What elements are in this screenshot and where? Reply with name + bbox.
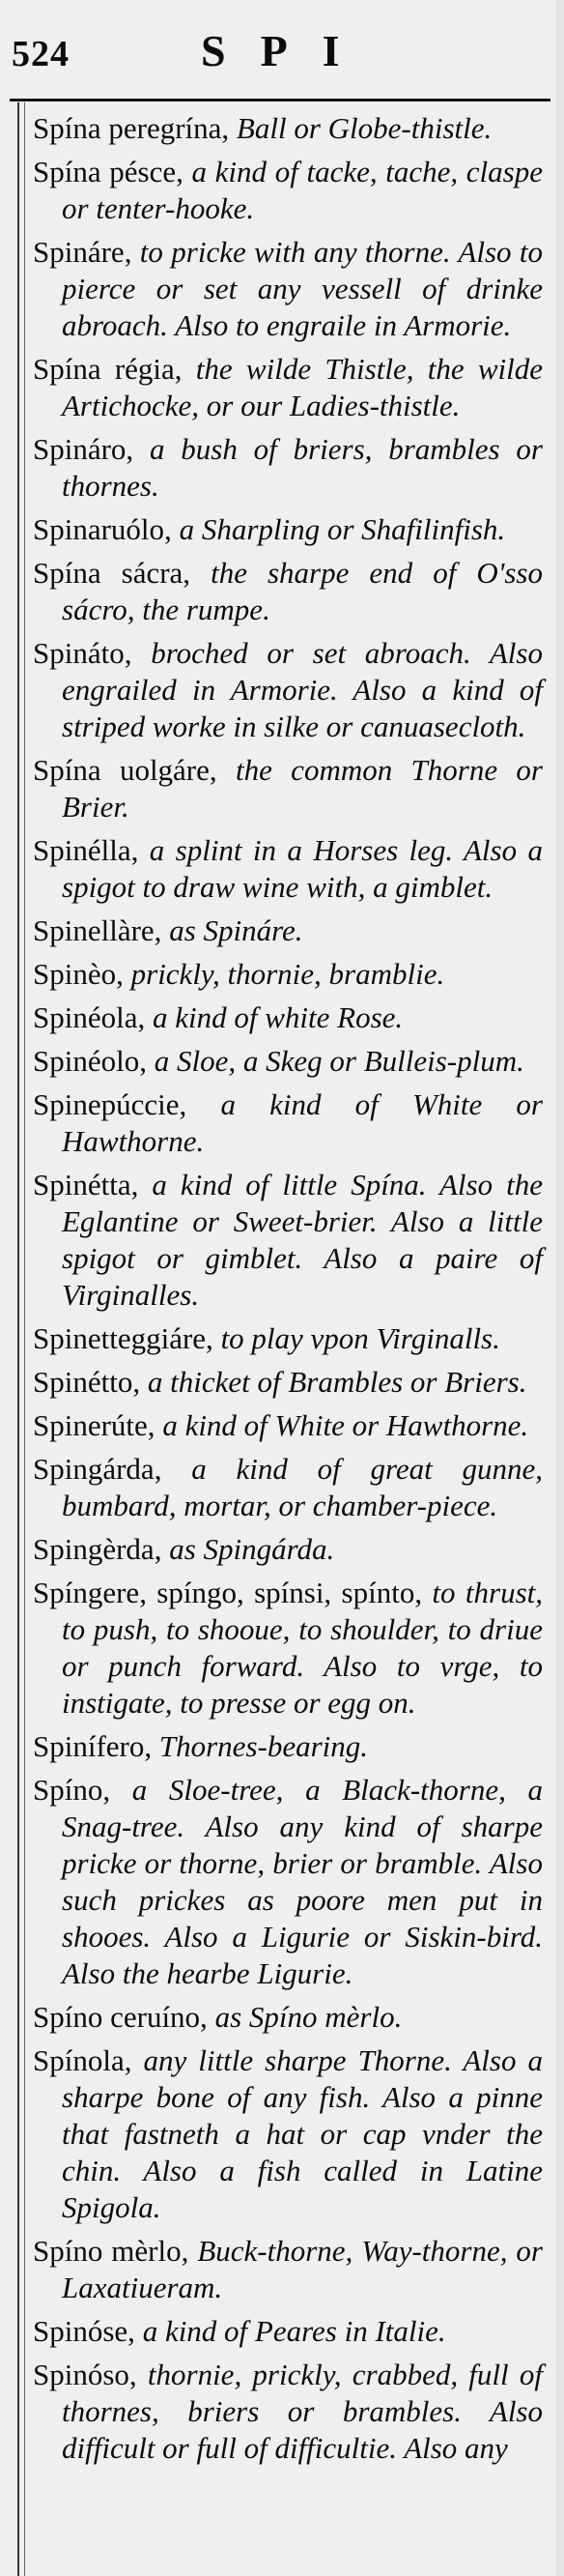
definition: a kind of white Rose.: [145, 1000, 404, 1034]
dictionary-entry: [33, 555, 543, 628]
dictionary-entry: [33, 1772, 543, 1992]
dictionary-entry: [33, 1167, 543, 1314]
headword: Spína uolgáre,: [33, 753, 217, 787]
dictionary-entry: [33, 999, 543, 1036]
definition: any little sharpe Thorne. Also a sharpe bone of any fish. Also a pinne that fastneth a hat or cap vnder the chin. Also a fish called in Latine Spigola.: [62, 2043, 543, 2224]
headword: Spína pésce,: [33, 155, 183, 188]
definition: the wilde Thistle, the wilde Artichocke, or our Ladies-thistle.: [62, 352, 543, 422]
headword: Spína régia,: [33, 352, 183, 386]
column-rule: [17, 102, 19, 2576]
headword: Spinéolo,: [33, 1044, 147, 1078]
headword: Spinélla,: [33, 833, 139, 867]
dictionary-entry: [33, 1086, 543, 1160]
dictionary-entry: [33, 511, 543, 548]
dictionary-entry: [33, 1451, 543, 1524]
dictionary-entry: [33, 956, 543, 993]
definition: a kind of White or Hawthorne.: [62, 1087, 543, 1158]
definition: the common Thorne or Brier.: [62, 753, 543, 824]
definition: a kind of White or Hawthorne.: [155, 1408, 529, 1442]
definition: as Spíno mèrlo.: [207, 2000, 403, 2034]
dictionary-entry: [33, 752, 543, 825]
page-number: 524: [12, 34, 70, 74]
dictionary-entry: [33, 431, 543, 505]
headword: Spinétta,: [33, 1168, 139, 1201]
dictionary-entry: [33, 1575, 543, 1722]
dictionary-entry: [33, 1728, 543, 1765]
dictionary-entry: [33, 832, 543, 906]
page-header: [8, 14, 549, 75]
definition: Ball or Globe-thistle.: [229, 111, 493, 145]
dictionary-entry: [33, 2233, 543, 2306]
dictionary-entry: [33, 1999, 543, 2036]
definition: a kind of little Spína. Also the Eglantine or Sweet-brier. Also a little spigot or gimblet. Also a paire of Virginalles.: [62, 1168, 543, 1312]
dictionary-entry: [33, 1407, 543, 1444]
headword: Spinaruólo,: [33, 512, 172, 546]
headword: Spinellàre,: [33, 913, 162, 947]
headword: Spinèo,: [33, 957, 124, 991]
definition: broched or set abroach. Also engrailed in Armorie. Also a kind of striped worke in silke or canuasecloth.: [62, 636, 543, 743]
page-edge: [556, 0, 564, 2576]
headword: Spinéola,: [33, 1000, 146, 1034]
definition: as Spingárda.: [161, 1532, 335, 1566]
dictionary-entry: [33, 110, 543, 147]
headword: Spinífero,: [33, 1729, 153, 1763]
headword: Spína peregrína,: [33, 111, 230, 145]
headword: Spináre,: [33, 235, 132, 269]
definition: thornie, prickly, crabbed, full of thornes, briers or brambles. Also difficult or full of difficultie. Also any: [62, 2358, 543, 2465]
headword: Spináto,: [33, 636, 132, 670]
definition: a kind of Peares in Italie.: [134, 2314, 446, 2348]
headword: Spinerúte,: [33, 1408, 155, 1442]
header-rule: [10, 99, 550, 101]
headword: Spíno mèrlo,: [33, 2234, 189, 2268]
dictionary-entry: [33, 154, 543, 227]
headword: Spináro,: [33, 432, 134, 466]
dictionary-entry: [33, 2313, 543, 2350]
dictionary-entry: [33, 351, 543, 424]
headword: Spínola,: [33, 2043, 132, 2077]
definition: a thicket of Brambles or Briers.: [140, 1365, 527, 1399]
definition: to thrust, to push, to shooue, to shoulder, to driue or punch forward. Also to vrge, to instigate, to presse or egg on.: [62, 1576, 544, 1720]
definition: Buck-thorne, Way-thorne, or Laxatiueram.: [62, 2234, 543, 2304]
dictionary-entry: [33, 1364, 543, 1401]
headword: Spína sácra,: [33, 556, 191, 590]
running-head: SPI: [201, 26, 375, 75]
definition: a Sharpling or Shafilinfish.: [171, 512, 506, 546]
dictionary-entry: [33, 2357, 543, 2467]
headword: Spingárda,: [33, 1452, 162, 1486]
definition: as Spináre.: [161, 913, 303, 947]
definition: a kind of great gunne, bumbard, mortar, or chamber-piece.: [62, 1452, 543, 1522]
entry-column: [33, 110, 543, 2474]
definition: a kind of tacke, tache, claspe or tenter-hooke.: [62, 155, 543, 225]
headword: Spinétto,: [33, 1365, 141, 1399]
definition: a splint in a Horses leg. Also a spigot to draw wine with, a gimblet.: [62, 833, 543, 904]
headword: Spinepúccie,: [33, 1087, 187, 1121]
definition: the sharpe end of O'sso sácro, the rumpe.: [62, 556, 543, 626]
definition: prickly, thornie, bramblie.: [123, 957, 445, 991]
headword: Spíno ceruíno,: [33, 2000, 208, 2034]
headword: Spinóse,: [33, 2314, 135, 2348]
definition: Thornes-bearing.: [152, 1729, 369, 1763]
dictionary-entry: [33, 2042, 543, 2226]
headword: Spíngere, spíngo, spínsi, spínto,: [33, 1576, 423, 1609]
dictionary-entry: [33, 1043, 543, 1080]
dictionary-entry: [33, 912, 543, 949]
headword: Spinóso,: [33, 2358, 137, 2391]
dictionary-entry: [33, 635, 543, 745]
definition: a bush of briers, brambles or thornes.: [62, 432, 543, 503]
column-rule-inner: [24, 102, 25, 2576]
dictionary-entry: [33, 1531, 543, 1568]
headword: Spingèrda,: [33, 1532, 162, 1566]
definition: to pricke with any thorne. Also to pierce or set any vessell of drinke abroach. Also to engraile in Armorie.: [62, 235, 543, 342]
headword: Spinetteggiáre,: [33, 1321, 213, 1355]
dictionary-entry: [33, 234, 543, 344]
definition: a Sloe-tree, a Black-thorne, a Snag-tree. Also any kind of sharpe pricke or thorne, brier or bramble. Also such prickes as poore men put in shooes. Also a Ligurie or Siskin-bird. Also the hearbe Ligurie.: [62, 1773, 543, 1990]
definition: a Sloe, a Skeg or Bulleis-plum.: [146, 1044, 524, 1078]
headword: Spíno,: [33, 1773, 111, 1807]
dictionary-entry: [33, 1320, 543, 1357]
definition: to play vpon Virginalls.: [212, 1321, 500, 1355]
